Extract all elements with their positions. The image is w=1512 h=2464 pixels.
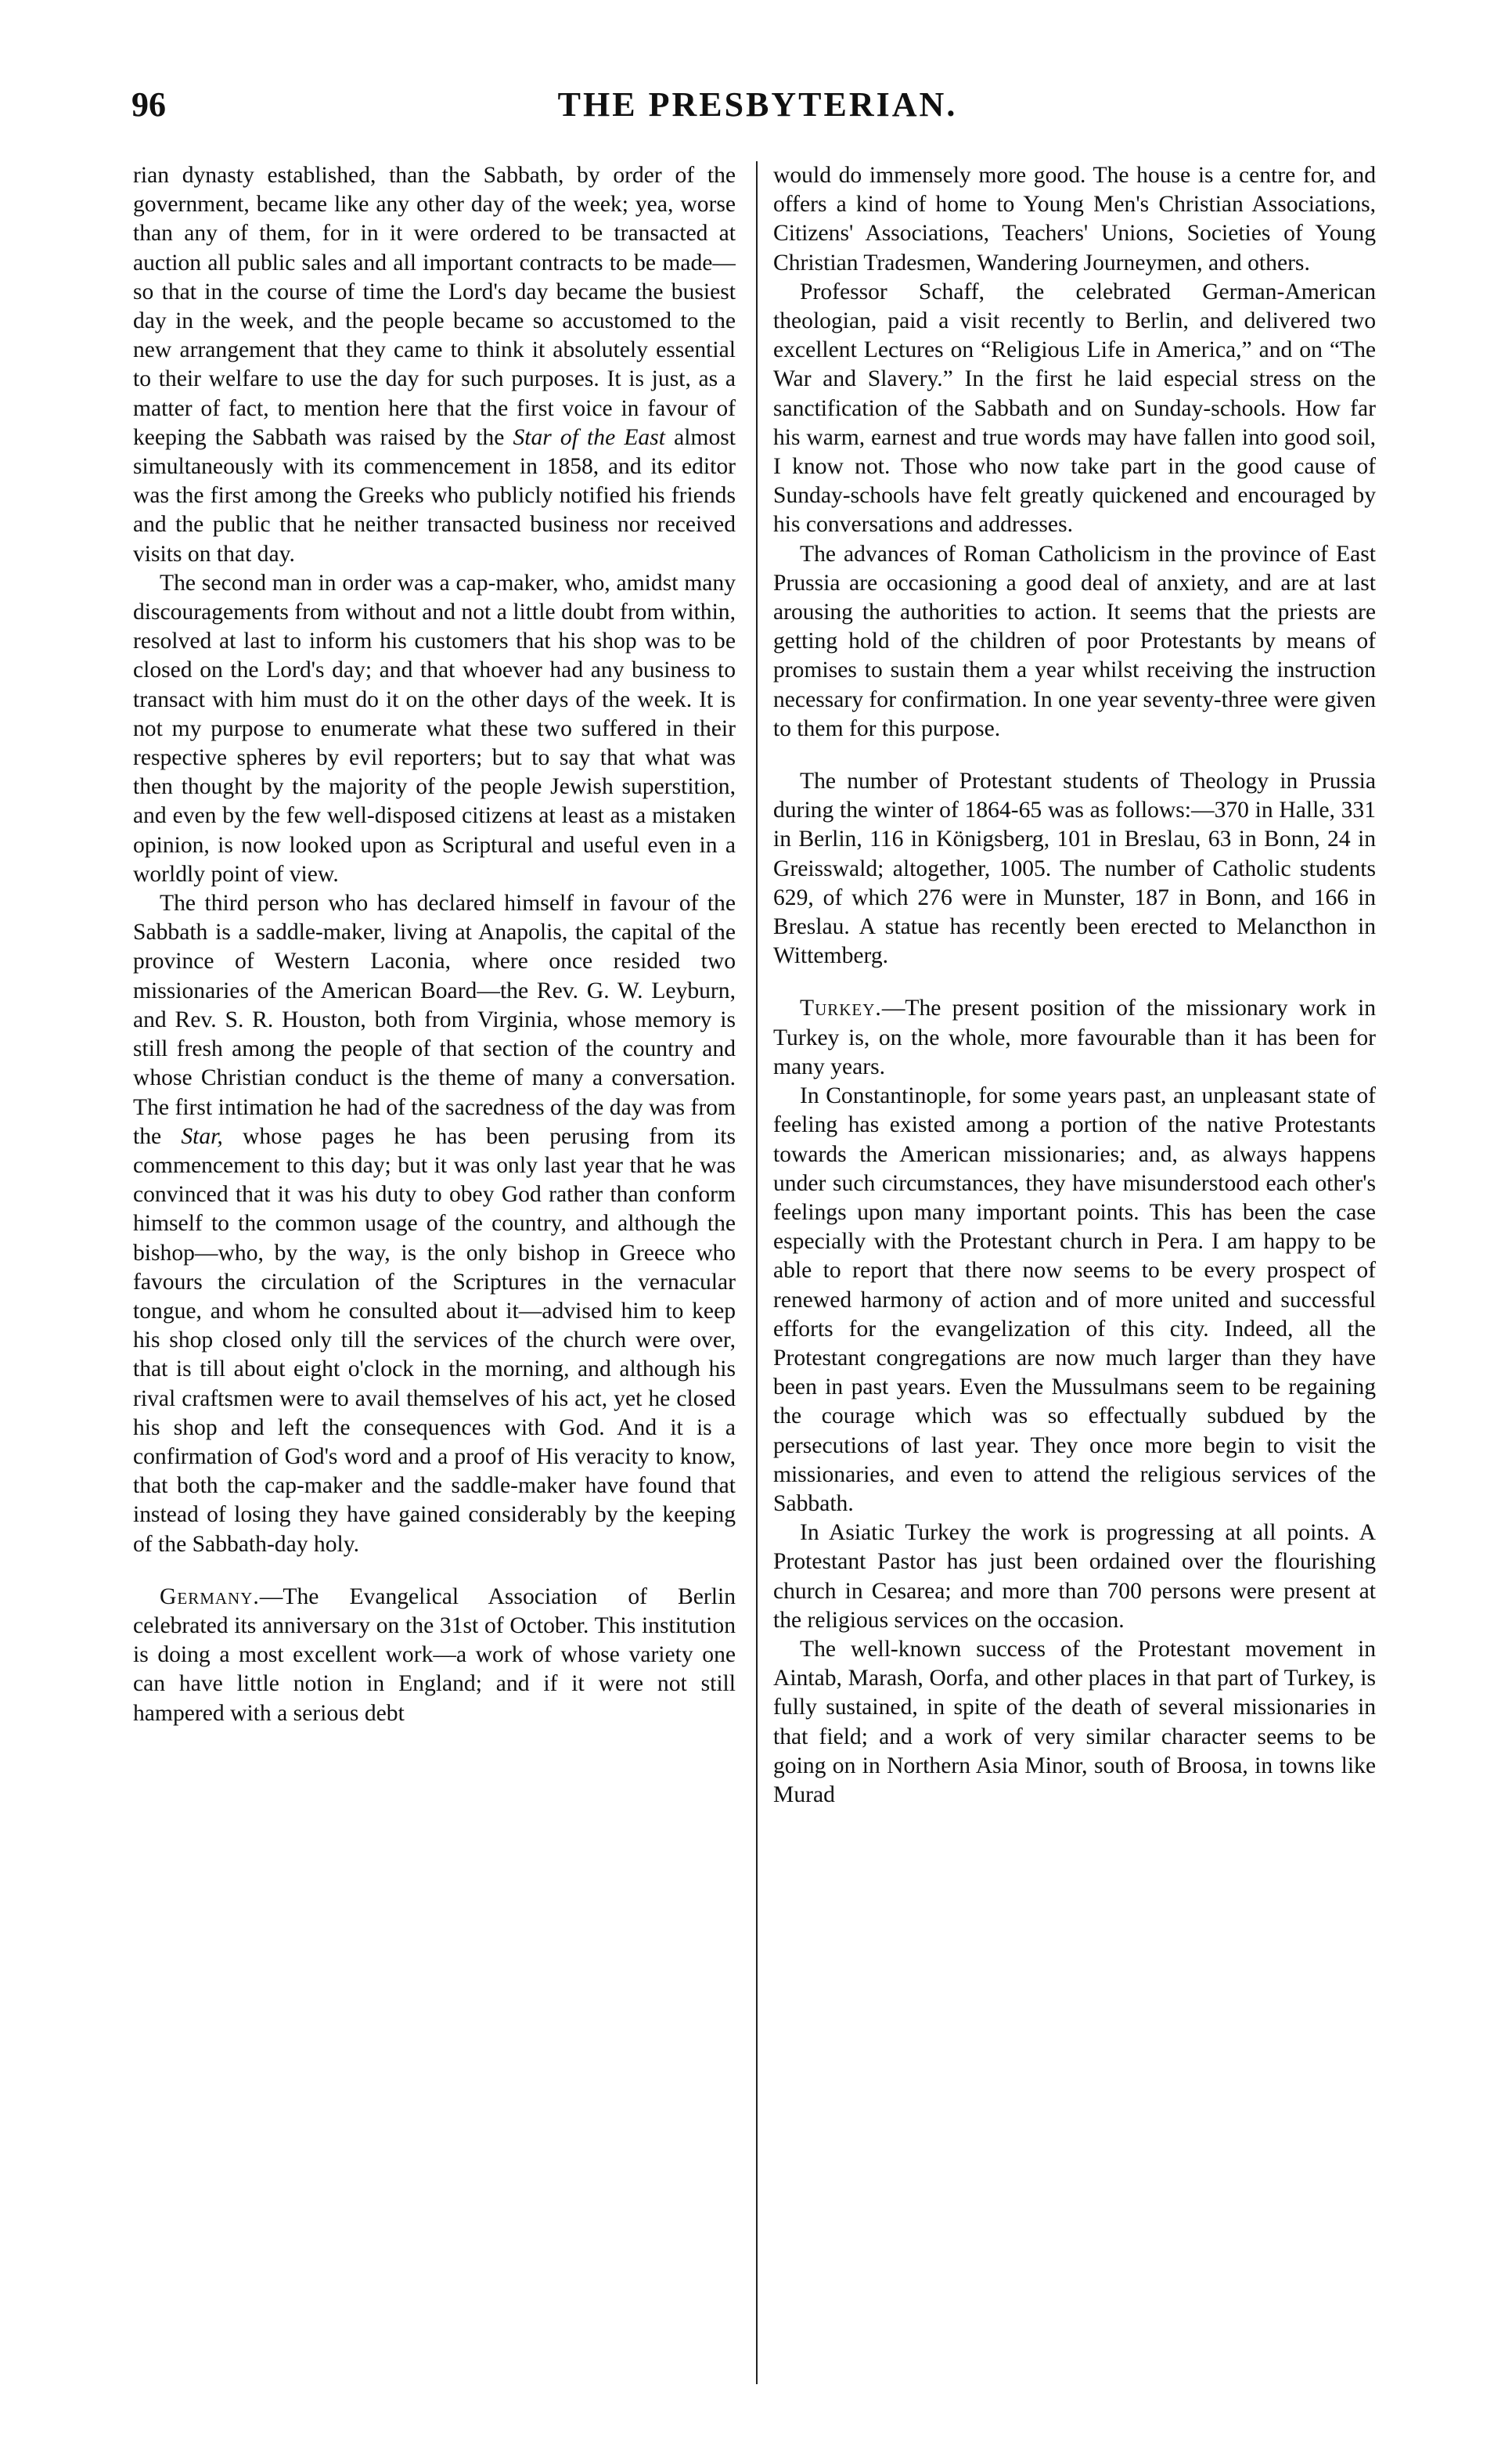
paragraph-east-prussia: The advances of Roman Catholicism in the province of East Prussia are occasioning a good deal of anxiety, and are at last arousing the authorities to action. It seems that the priests are getting hold of the children of poor Protestants by means of promises to sustain them a year whilst receiving the instruction necessary for confirmation. In one year seventy-three were given to them for this purpose.	[773, 541, 1376, 741]
paragraph-aintab-movement: The well-known success of the Protestant movement in Aintab, Marash, Oorfa, and other places in that part of Turkey, is fully sustained, in spite of the death of several missionaries in that field; and a work of very similar character seems to be going on in Northern Asia Minor, south of Broosa, in towns like Murad	[773, 1636, 1376, 1807]
section-germany	[133, 1583, 736, 1728]
paragraph-text: The third person who has declared himself in favour of the Sabbath is a saddle-maker, living at Anapolis, the capital of the province of Western Laconia, where once resided two missionaries of the American Board—the Rev. G. W. Leyburn, and Rev. S. R. Houston, both from Virginia, whose memory is still fresh among the people of that section of the country and whose Christian conduct is the theme of many a conversation. The first intimation he had of the sacredness of the day was from the	[133, 891, 736, 1149]
paragraph-association-house: would do immensely more good. The house is a centre for, and offers a kind of home to Young Men's Christian Associations, Citizens' Associations, Teachers' Unions, Societies of Young Christian Tradesmen, Wandering Journeymen, and others.	[773, 163, 1376, 276]
paragraph-text: almost simultaneously with its commencement in 1858, and its editor was the first among the Greeks who publicly notified his friends and the public that he neither transacted business nor received visits on that day.	[133, 424, 736, 567]
paragraph-asiatic-turkey: In Asiatic Turkey the work is progressing at all points. A Protestant Pastor has just been ordained over the flourishing church in Cesarea; and more than 700 persons were present at the religious services on the occasion.	[773, 1520, 1376, 1633]
paragraph-professor-schaff: Professor Schaff, the celebrated German-American theologian, paid a visit recently to Berlin, and delivered two excellent Lectures on “Religious Life in America,” and on “The War and Slavery.” In the first he laid especial stress on the sanctification of the Sabbath and on Sunday-schools. How far his warm, earnest and true words may have fallen into good soil, I know not. Those who now take part in the good cause of Sunday-schools have felt greatly quickened and encouraged by his conversations and addresses.	[773, 279, 1376, 538]
page-header	[131, 85, 1384, 131]
column-divider	[756, 161, 758, 2384]
page-number: 96	[131, 85, 166, 124]
section-heading-turkey: Turkey.	[800, 996, 882, 1021]
paragraph-text: —The present position of the missionary work in Turkey is, on the whole, more favourable than it has been for many years.	[773, 996, 1376, 1079]
paragraph-student-numbers: The number of Protestant students of Theology in Prussia during the winter of 1864-65 was as follows:—370 in Halle, 331 in Berlin, 116 in Königsberg, 101 in Breslau, 63 in Bonn, 24 in Greisswald; altogether, 1005. The number of Catholic students 629, of which 276 were in Munster, 187 in Bonn, and 166 in Breslau. A statue has recently been erected to Melancthon in Wittemberg.	[773, 769, 1376, 969]
paragraph-constantinople: In Constantinople, for some years past, an unpleasant state of feeling has existed among a portion of the native Protestants towards the American missionaries; and, as always happens under such circumstances, they have misunderstood each other's feelings upon many important points. This has been the case especially with the Protestant church in Pera. I am happy to be able to report that there now seems to be every prospect of renewed harmony of action and of more united and successful efforts for the evangelization of this city. Indeed, all the Protestant congregations are now much larger than they have been in past years. Even the Mussulmans seem to be regaining the courage which was so effectually subdued by the persecutions of last year. They once more begin to visit the missionaries, and even to attend the religious services of the Sabbath.	[773, 1083, 1376, 1516]
section-turkey	[773, 994, 1376, 1082]
paragraph-text: —The Evangelical Association of Berlin celebrated its anniversary on the 31st of October. This institution is doing a most excellent work—a work of whose variety one can have little notion in England; and if it were not still hampered with a serious debt	[133, 1583, 736, 1726]
running-title: THE PRESBYTERIAN.	[557, 85, 958, 124]
section-heading-germany: Germany.	[160, 1583, 260, 1609]
paragraph-saddle-maker	[133, 889, 736, 1559]
paragraph-cap-maker: The second man in order was a cap-maker, who, amidst many discouragements from without and not a little doubt from within, resolved at last to inform his customers that his shop was to be closed on the Lord's day; and that whoever had any business to transact with him must do it on the other days of the week. It is not my purpose to enumerate what these two suffered in their respective spheres by evil reporters; but to say that what was then thought by the majority of the people Jewish superstition, and even by the few well-disposed citizens at least as a mistaken opinion, is now looked upon as Scriptural and useful even in a worldly point of view.	[133, 570, 736, 887]
italic-publication-title: Star,	[181, 1123, 223, 1149]
paragraph-text: rian dynasty established, than the Sabbath, by order of the government, became like any other day of the week; yea, worse than any of them, for in it were ordered to be transacted at auction all public sales and all important contracts to be made—so that in the course of time the Lord's day became the busiest day in the week, and the people became so accustomed to the new arrangement that they came to think it absolutely essential to their welfare to use the day for such purposes. It is just, as a matter of fact, to mention here that the first voice in favour of keeping the Sabbath was raised by the	[133, 163, 736, 450]
paragraph-sabbath-dynasty	[133, 161, 736, 569]
right-column	[773, 161, 1376, 2384]
italic-publication-title: Star of the East	[513, 424, 665, 450]
paragraph-text: whose pages he has been perusing from its commencement to this day; but it was only last year that he was convinced that it was his duty to obey God rather than conform himself to the common usage of the country, and although the bishop—who, by the way, is the only bishop in Greece who favours the circulation of the Scriptures in the vernacular tongue, and whom he consulted about it—advised him to keep his shop closed only till the services of the church were over, that is till about eight o'clock in the morning, and although his rival craftsmen were to avail themselves of his act, yet he closed his shop and left the consequences with God. And it is a confirmation of God's word and a proof of His veracity to know, that both the cap-maker and the saddle-maker have found that instead of losing they have gained considerably by the keeping of the Sabbath-day holy.	[133, 1123, 736, 1557]
left-column	[133, 161, 736, 2384]
